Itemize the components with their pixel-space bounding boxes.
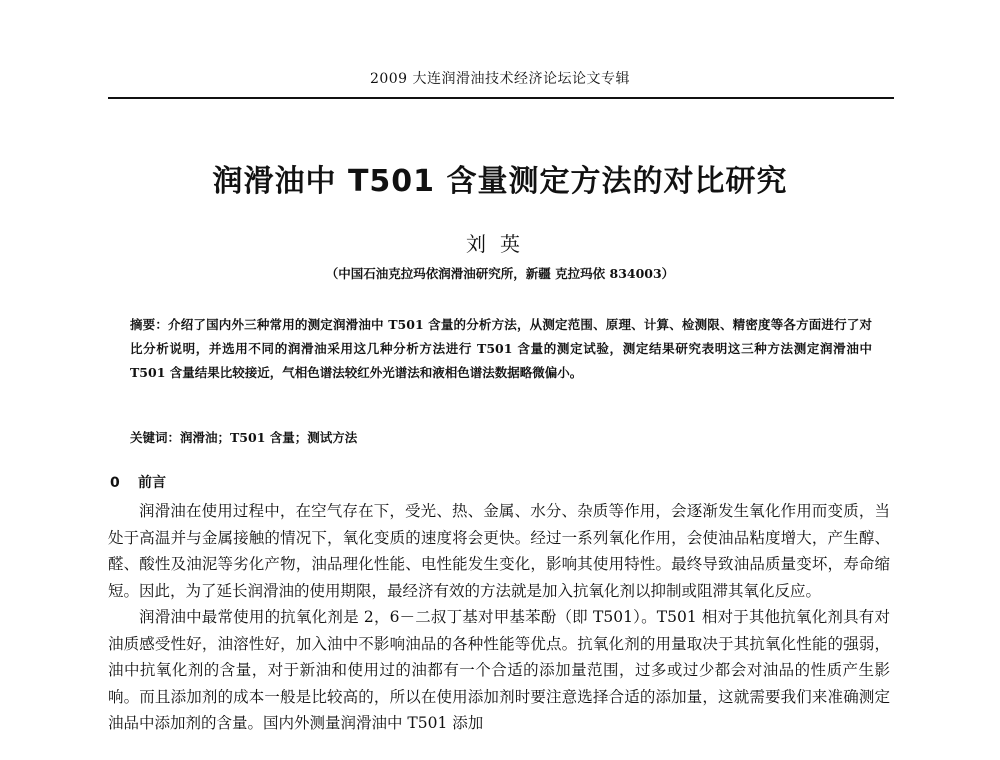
section-body [108,498,890,737]
header-rule [108,97,894,99]
section-number: 0 [110,475,120,491]
author-affiliation: （中国石油克拉玛依润滑油研究所，新疆 克拉玛依 834003） [325,266,675,281]
section-title: 前言 [138,475,166,491]
keywords: 关键词：润滑油；T501 含量；测试方法 [130,430,358,445]
body-paragraph: 润滑油在使用过程中，在空气存在下，受光、热、金属、水分、杂质等作用，会逐渐发生氧化作用而变质，当处于高温并与金属接触的情况下，氧化变质的速度将会更快。经过一系列氧化作用，会使油品粘度增大，产生醇、醛、酸性及油泥等劣化产物，油品理化性能、电性能发生变化，影响其使用特性。最终导致油品质量变坏，寿命缩短。因此，为了延长润滑油的使用期限，最经济有效的方法就是加入抗氧化剂以抑制或阻滞其氧化反应。 [108,502,890,600]
body-paragraph: 润滑油中最常使用的抗氧化剂是 2，6－二叔丁基对甲基苯酚（即 T501）。T501 相对于其他抗氧化剂具有对油质感受性好，油溶性好，加入油中不影响油品的各种性能等优点。抗氧化剂的用量取决于其抗氧化性能的强弱，油中抗氧化剂的含量，对于新油和使用过的油都有一个合适的添加量范围，过多或过少都会对油品的性质产生影响。而且添加剂的成本一般是比较高的，所以在使用添加剂时要注意选择合适的添加量，这就需要我们来准确测定油品中添加剂的含量。国内外测量润滑油中 T501 添加 [108,608,890,732]
abstract: 摘要：介绍了国内外三种常用的测定润滑油中 T501 含量的分析方法，从测定范围、原理、计算、检测限、精密度等各方面进行了对比分析说明，并选用不同的润滑油采用这几种分析方法进行 T501 含量的测定试验，测定结果研究表明这三种方法测定润滑油中 T501 含量结果比较接近，气相色谱法较红外光谱法和液相色谱法数据略微偏小。 [130,317,872,380]
running-header: 2009 大连润滑油技术经济论坛论文专辑 [369,71,631,87]
article-title: 润滑油中 T501 含量测定方法的对比研究 [212,164,788,199]
article-author: 刘英 [466,232,534,256]
section-heading [110,472,166,492]
